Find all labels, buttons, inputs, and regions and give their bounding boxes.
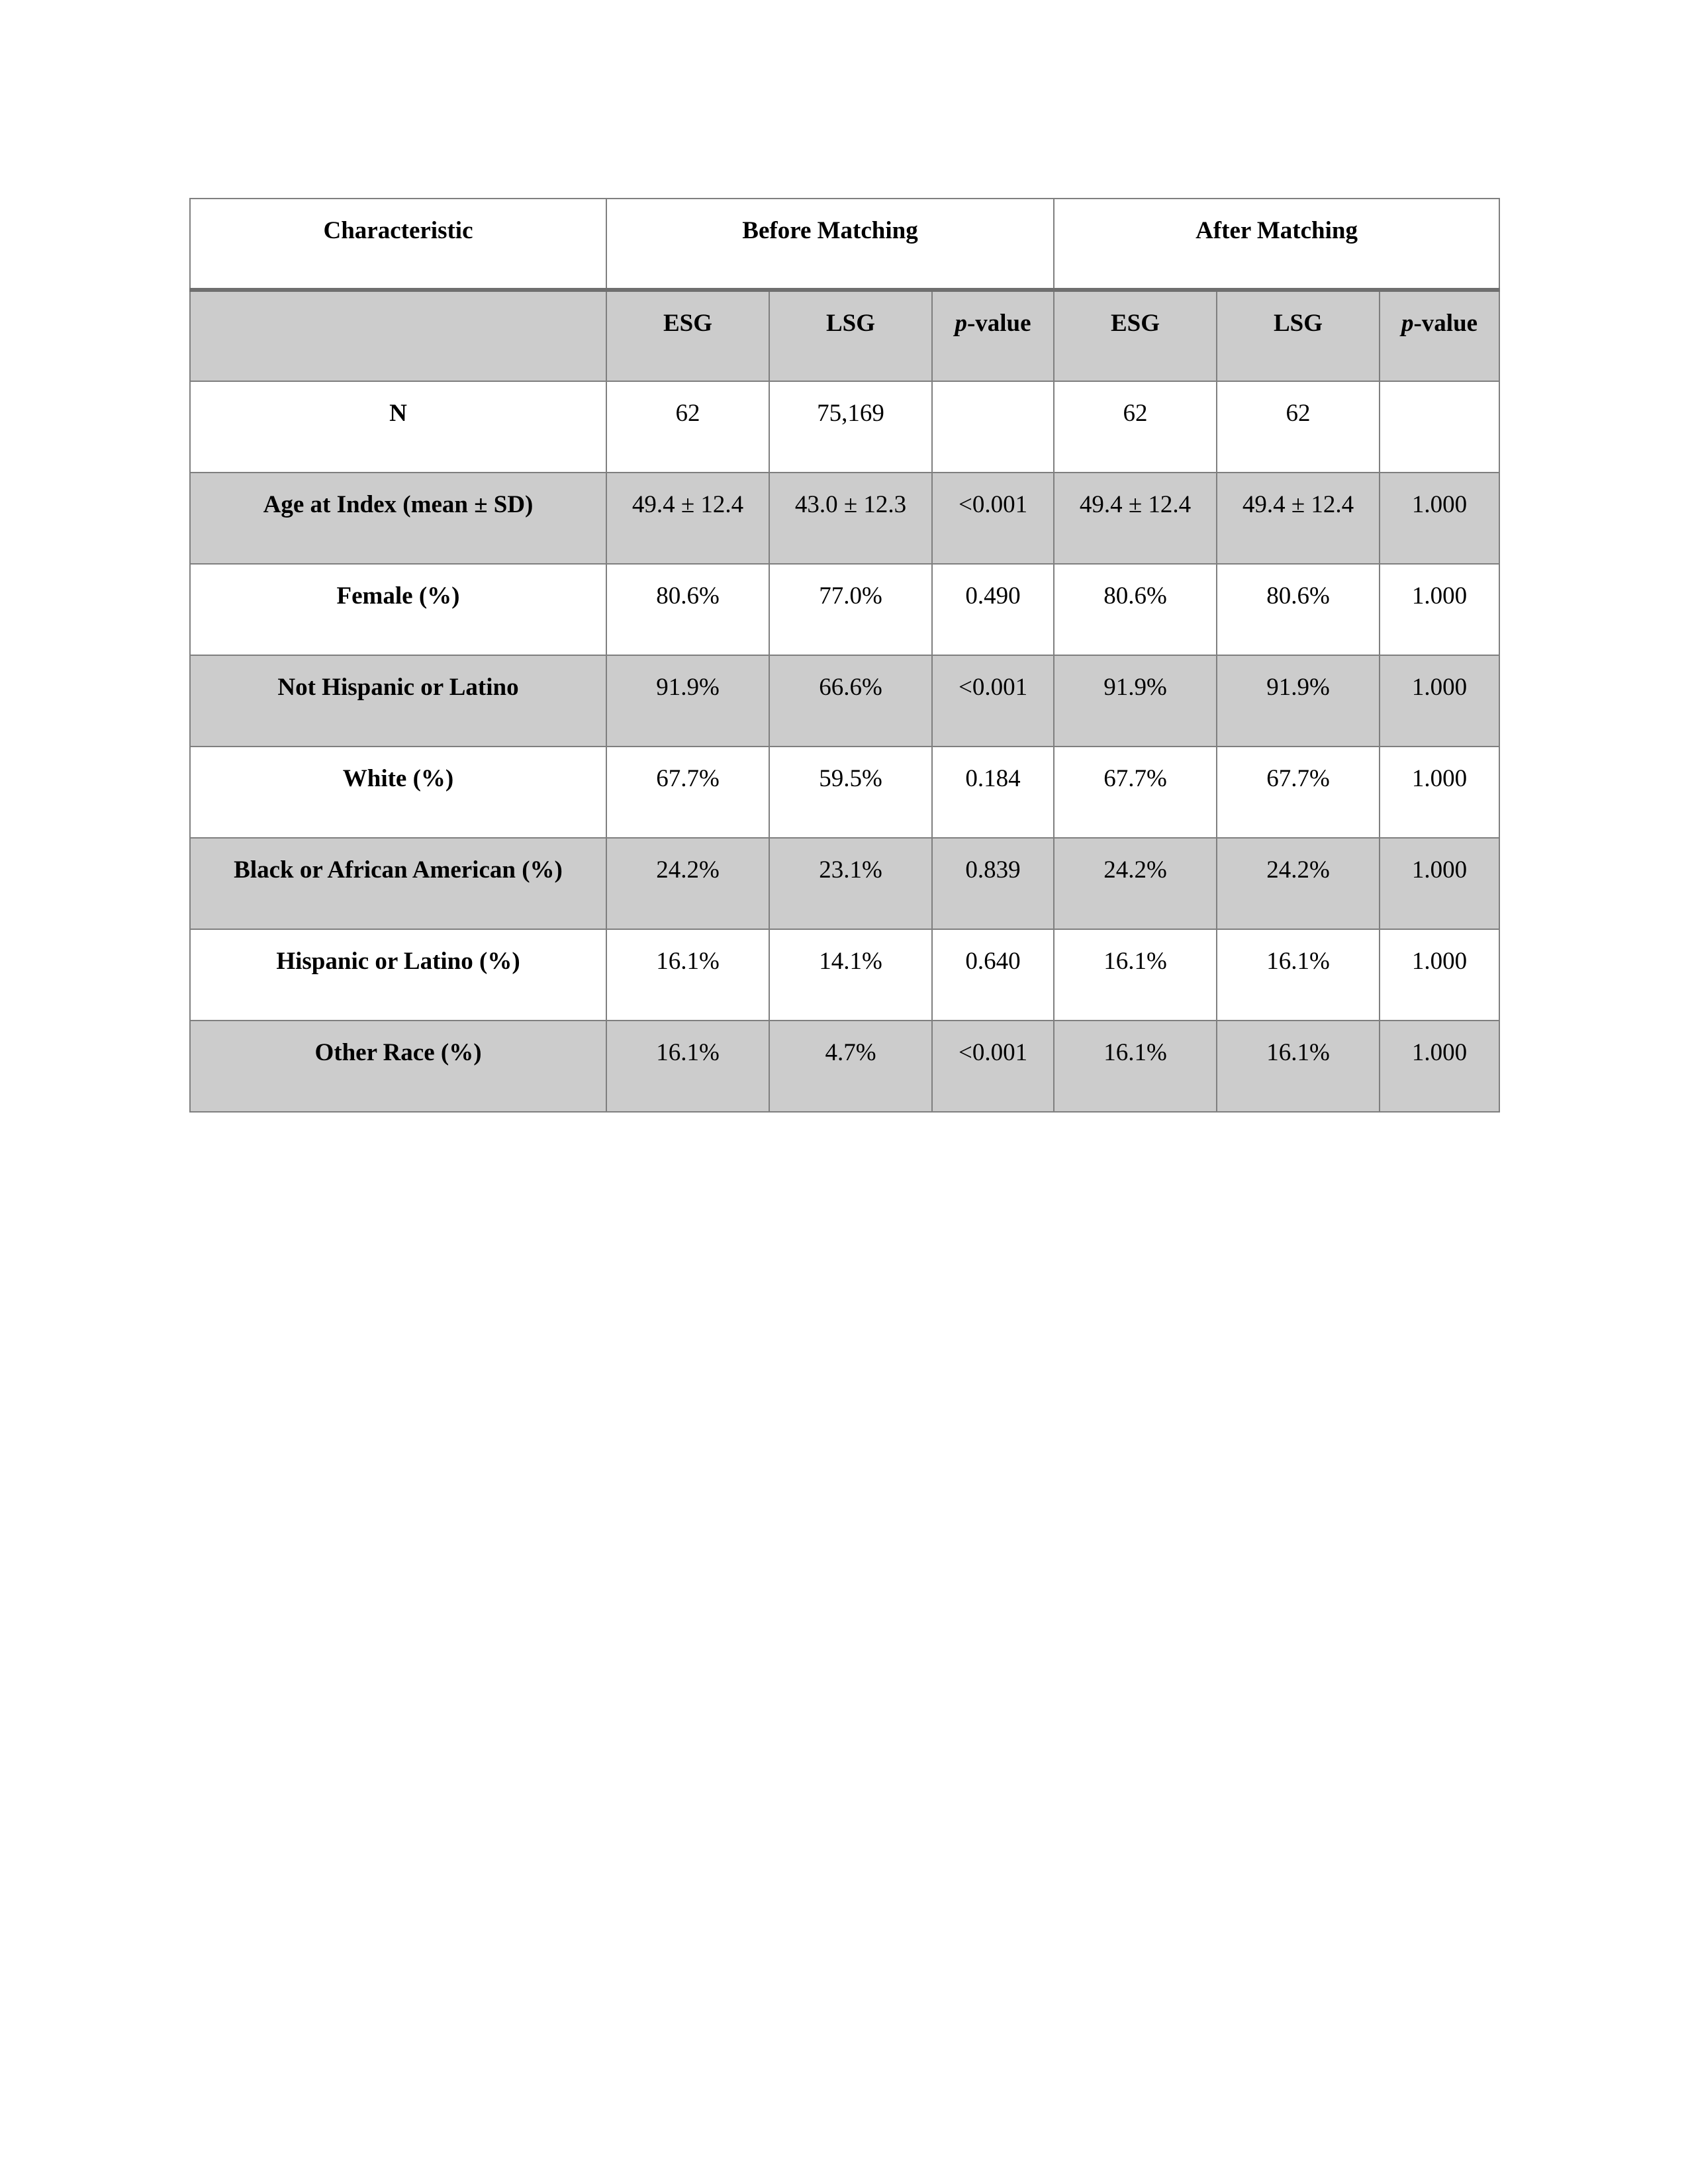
cell-after-lsg: 67.7% (1217, 747, 1380, 838)
header-before-matching: Before Matching (606, 199, 1054, 290)
cell-before-esg: 62 (606, 381, 769, 473)
subheader-before-pvalue: p-value (932, 290, 1054, 381)
row-label: Female (%) (190, 564, 606, 655)
row-label: Black or African American (%) (190, 838, 606, 929)
cell-after-p: 1.000 (1380, 838, 1499, 929)
table-row (190, 929, 1499, 1021)
cell-after-esg: 91.9% (1054, 655, 1217, 747)
cell-before-p: <0.001 (932, 655, 1054, 747)
table-row (190, 381, 1499, 473)
table-row (190, 838, 1499, 929)
cell-after-p: 1.000 (1380, 747, 1499, 838)
header-characteristic: Characteristic (190, 199, 606, 290)
cell-before-esg: 16.1% (606, 929, 769, 1021)
table-row (190, 1021, 1499, 1112)
row-label: White (%) (190, 747, 606, 838)
cell-before-p: 0.490 (932, 564, 1054, 655)
cell-before-p: <0.001 (932, 473, 1054, 564)
cell-after-lsg: 16.1% (1217, 1021, 1380, 1112)
cell-before-lsg: 75,169 (769, 381, 932, 473)
cell-before-lsg: 43.0 ± 12.3 (769, 473, 932, 564)
cell-before-p: 0.640 (932, 929, 1054, 1021)
subheader-empty (190, 290, 606, 381)
cell-after-p: 1.000 (1380, 929, 1499, 1021)
table-row (190, 747, 1499, 838)
cell-after-esg: 16.1% (1054, 929, 1217, 1021)
cell-before-esg: 80.6% (606, 564, 769, 655)
cell-before-esg: 91.9% (606, 655, 769, 747)
cell-after-lsg: 24.2% (1217, 838, 1380, 929)
subheader-before-esg: ESG (606, 290, 769, 381)
subheader-after-lsg: LSG (1217, 290, 1380, 381)
subheader-after-esg: ESG (1054, 290, 1217, 381)
cell-after-lsg: 80.6% (1217, 564, 1380, 655)
cell-after-p: 1.000 (1380, 564, 1499, 655)
row-label: N (190, 381, 606, 473)
cell-after-esg: 67.7% (1054, 747, 1217, 838)
cell-after-lsg: 16.1% (1217, 929, 1380, 1021)
cell-after-esg: 16.1% (1054, 1021, 1217, 1112)
cell-after-p: 1.000 (1380, 473, 1499, 564)
cell-after-lsg: 62 (1217, 381, 1380, 473)
cell-before-esg: 49.4 ± 12.4 (606, 473, 769, 564)
cell-after-esg: 80.6% (1054, 564, 1217, 655)
table-body (190, 381, 1499, 1112)
cell-before-p (932, 381, 1054, 473)
cell-before-lsg: 66.6% (769, 655, 932, 747)
table-row (190, 655, 1499, 747)
cell-before-p: 0.184 (932, 747, 1054, 838)
row-label: Age at Index (mean ± SD) (190, 473, 606, 564)
table-header-row (190, 199, 1499, 290)
row-label: Other Race (%) (190, 1021, 606, 1112)
table-subheader-row (190, 290, 1499, 381)
cell-before-lsg: 23.1% (769, 838, 932, 929)
cell-after-p: 1.000 (1380, 655, 1499, 747)
cell-before-lsg: 77.0% (769, 564, 932, 655)
cell-after-lsg: 49.4 ± 12.4 (1217, 473, 1380, 564)
cell-before-esg: 16.1% (606, 1021, 769, 1112)
cell-after-esg: 24.2% (1054, 838, 1217, 929)
cell-before-esg: 24.2% (606, 838, 769, 929)
row-label: Not Hispanic or Latino (190, 655, 606, 747)
cell-after-esg: 49.4 ± 12.4 (1054, 473, 1217, 564)
row-label: Hispanic or Latino (%) (190, 929, 606, 1021)
cell-after-esg: 62 (1054, 381, 1217, 473)
cell-after-p (1380, 381, 1499, 473)
cell-before-p: 0.839 (932, 838, 1054, 929)
cell-after-lsg: 91.9% (1217, 655, 1380, 747)
cell-before-lsg: 14.1% (769, 929, 932, 1021)
characteristics-table (189, 198, 1500, 1113)
header-after-matching: After Matching (1054, 199, 1499, 290)
subheader-before-lsg: LSG (769, 290, 932, 381)
cell-before-p: <0.001 (932, 1021, 1054, 1112)
cell-before-esg: 67.7% (606, 747, 769, 838)
cell-before-lsg: 4.7% (769, 1021, 932, 1112)
subheader-after-pvalue: p-value (1380, 290, 1499, 381)
table-row (190, 564, 1499, 655)
cell-after-p: 1.000 (1380, 1021, 1499, 1112)
table-row (190, 473, 1499, 564)
cell-before-lsg: 59.5% (769, 747, 932, 838)
